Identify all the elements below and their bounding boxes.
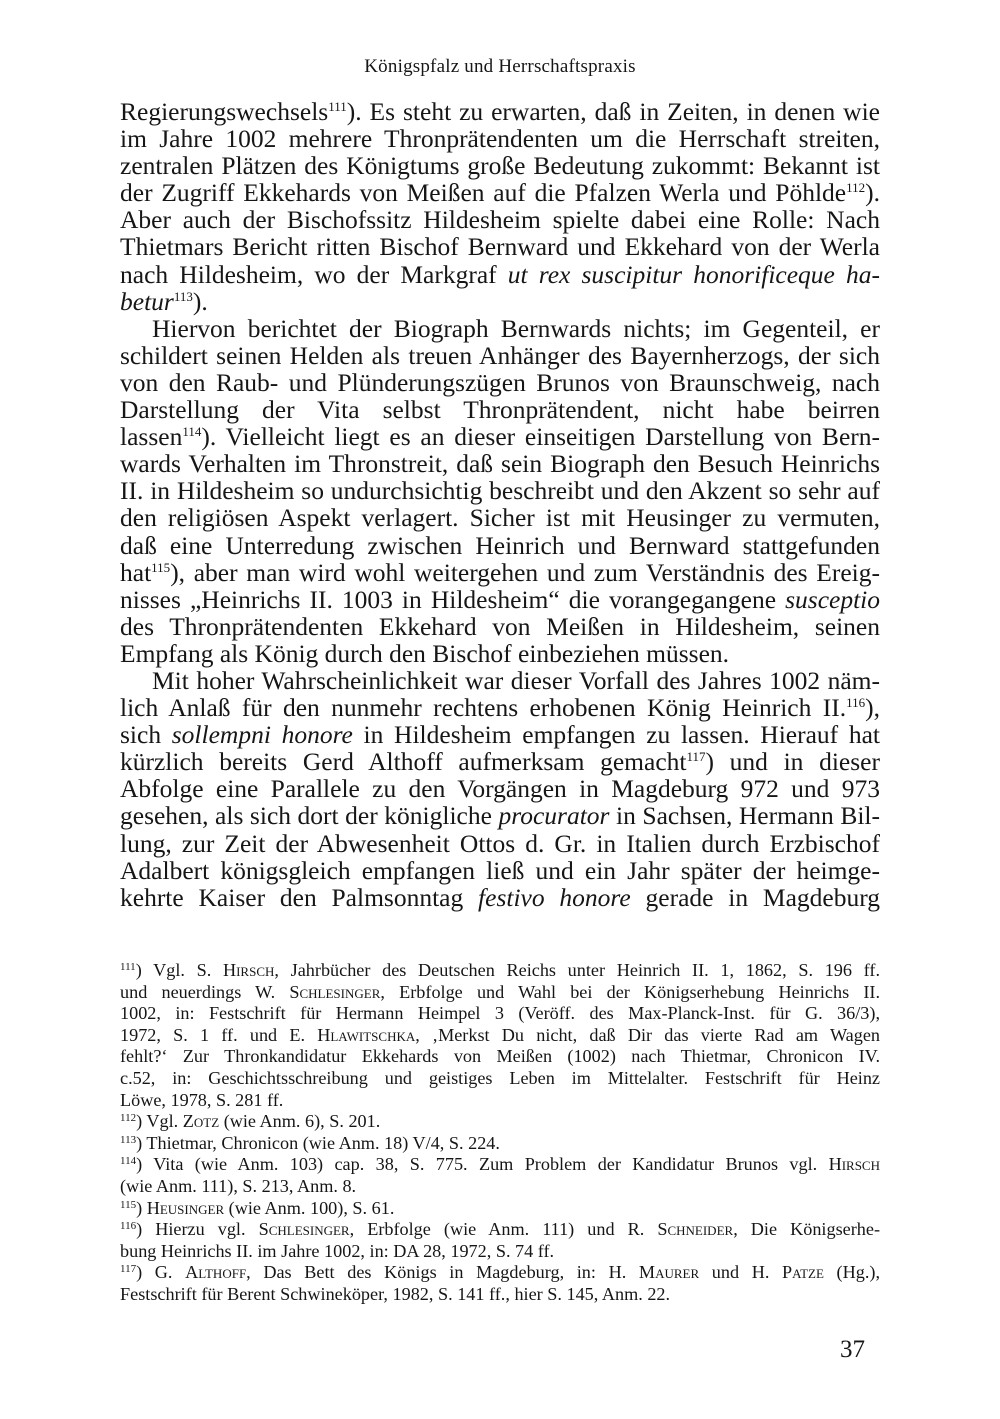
footnote-ref: 112 [846, 180, 866, 196]
latin-term: susceptio [785, 584, 880, 614]
text-line: schildert seinen Helden als treuen Anhänger des Bayernherzogs, der sich [120, 340, 880, 370]
footnote-113 [120, 1133, 880, 1155]
footnote-line: $^{116}$) Hierzu vgl. Schlesinger, Erbfolge (wie Anm. 111) und R. Schneider, Die Königserhe- [120, 1219, 880, 1240]
latin-term: procurator [498, 801, 610, 831]
footnote-112 [120, 1111, 880, 1133]
page-number: 37 [840, 1336, 865, 1363]
footnote-line: c.52, in: Geschichtsschreibung und geistiges Leben im Mittelalter. Festschrift für Heinz [120, 1067, 880, 1088]
footnote-ref: 114 [182, 424, 202, 440]
text-line: betur$^{113}$). [120, 286, 208, 316]
text-line: lich Anlaß für den nunmehr rechtens erhobenen König Heinrich II.$^{116}$), [120, 693, 880, 723]
text-line: nach Hildesheim, wo der Markgraf ut rex suscipitur honorificeque ha- [120, 259, 880, 289]
footnote-line: $^{114}$) Vita (wie Anm. 103) cap. 38, S. 775. Zum Problem der Kandidatur Brunos vgl. Hirsch [120, 1154, 880, 1175]
latin-quote: ut rex suscipitur honorificeque ha- [507, 259, 880, 289]
text-line: lassen$^{114}$). Vielleicht liegt es an dieser einseitigen Darstellung von Bern- [120, 422, 880, 452]
text-line: Abfolge eine Parallele zu den Vorgängen in Magdeburg 972 und 973 [120, 774, 880, 804]
text-line: Aber auch der Bischofssitz Hildesheim spielte dabei eine Rolle: Nach [120, 205, 880, 235]
text-line: der Zugriff Ekkehards von Meißen auf die Pfalzen Werla und Pöhlde$^{112}$). [120, 178, 880, 208]
text-line: Regierungswechsels$^{111}$). Es steht zu erwarten, daß in Zeiten, in denen wie [120, 97, 880, 126]
footnote-ref: 117 [686, 749, 706, 765]
text-line: hat$^{115}$), aber man wird wohl weitergehen und zum Verständnis des Ereig- [120, 557, 880, 587]
text-line: von den Raub- und Plünderungszügen Brunos von Braunschweig, nach [120, 367, 880, 397]
text-line: gesehen, als sich dort der königliche procurator in Sachsen, Hermann Bil- [120, 801, 880, 831]
footnote-116 [120, 1219, 880, 1262]
footnote-line: 1972, S. 1 ff. und E. Hlawitschka, ‚Merkst Du nicht, daß Dir das vierte Rad am Wagen [120, 1024, 880, 1045]
footnote-117 [120, 1262, 880, 1305]
footnote-line: und neuerdings W. Schlesinger, Erbfolge und Wahl bei der Königserhebung Heinrichs II. [120, 981, 880, 1002]
footnote-ref: 111 [328, 99, 347, 114]
footnotes [120, 960, 880, 1306]
text-line: lung, zur Zeit der Abwesenheit Ottos d. Gr. in Italien durch Erzbischof [120, 828, 880, 858]
footnote-ref: 113 [173, 288, 193, 304]
text-line: Darstellung der Vita selbst Thronprätendent, nicht habe beirren [120, 395, 880, 425]
text-line: Thietmars Bericht ritten Bischof Bernward und Ekkehard von der Werla [120, 232, 880, 262]
text-line: wards Verhalten im Thronstreit, daß sein Biograph den Besuch Heinrichs [120, 449, 880, 479]
text-line: kürzlich bereits Gerd Althoff aufmerksam gemacht$^{117}$) und in dieser [120, 747, 880, 777]
text-line: des Thronprätendenten Ekkehard von Meißen in Hildesheim, seinen [120, 611, 880, 641]
footnote-114 [120, 1154, 880, 1197]
text-line: den religiösen Aspekt verlagert. Sicher ist mit Heusinger zu vermuten, [120, 503, 880, 533]
text-line: II. in Hildesheim so undurchsichtig beschreibt und den Akzent so sehr auf [120, 476, 880, 506]
text-line: Adalbert königsgleich empfangen ließ und ein Jahr später der heimge- [120, 855, 880, 885]
footnote-line: $^{111}$) Vgl. S. Hirsch, Jahrbücher des Deutschen Reichs unter Heinrich II. 1, 1862, S. 196 ff. [120, 960, 880, 980]
text-line: im Jahre 1002 mehrere Thronprätendenten um die Herrschaft streiten, [120, 124, 880, 154]
footnote-111 [120, 960, 880, 1111]
footnote-line: Festschrift für Berent Schwineköper, 1982, S. 141 ff., hier S. 145, Anm. 22. [120, 1283, 671, 1304]
latin-term: festivo honore [478, 882, 631, 912]
text-line: sich sollempni honore in Hildesheim empfangen zu lassen. Hierauf hat [120, 720, 880, 750]
footnote-line: (wie Anm. 111), S. 213, Anm. 8. [120, 1175, 357, 1196]
text-line: kehrte Kaiser den Palmsonntag festivo honore gerade in Magdeburg [120, 882, 881, 912]
footnote-line: $^{112}$) Vgl. Zotz (wie Anm. 6), S. 201. [120, 1111, 381, 1132]
footnote-line: $^{117}$) G. Althoff, Das Bett des Königs in Magdeburg, in: H. Maurer und H. Patze (Hg.), [120, 1262, 880, 1283]
latin-term: sollempni honore [171, 720, 353, 750]
footnote-line: $^{115}$) Heusinger (wie Anm. 100), S. 61. [120, 1197, 395, 1218]
text-line: nisses „Heinrichs II. 1003 in Hildesheim“ die vorangegangene susceptio [120, 584, 880, 614]
footnote-line: Löwe, 1978, S. 281 ff. [120, 1089, 284, 1110]
footnote-ref: 115 [151, 559, 171, 575]
footnote-ref: 116 [846, 695, 866, 711]
text-line: Hiervon berichtet der Biograph Bernwards nichts; im Gegenteil, er [152, 313, 880, 343]
footnote-line: bung Heinrichs II. im Jahre 1002, in: DA 28, 1972, S. 74 ff. [120, 1240, 555, 1261]
footnote-115 [120, 1198, 880, 1220]
main-text [120, 98, 880, 911]
footnote-line: $^{113}$) Thietmar, Chronicon (wie Anm. 18) V/4, S. 224. [120, 1132, 500, 1153]
text-line: Mit hoher Wahrscheinlichkeit war dieser Vorfall des Jahres 1002 näm- [152, 665, 880, 695]
text-line: Empfang als König durch den Bischof einbeziehen müssen. [120, 638, 730, 668]
text-line: zentralen Plätzen des Königtums große Bedeutung zukommt: Bekannt ist [120, 151, 880, 181]
footnote-line: 1002, in: Festschrift für Hermann Heimpel 3 (Veröff. des Max-Planck-Inst. für G. 36/3), [120, 1003, 880, 1024]
footnote-line: fehlt?‘ Zur Thronkandidatur Ekkehards von Meißen (1002) nach Thietmar, Chronicon IV. [120, 1046, 880, 1067]
text-line: daß eine Unterredung zwischen Heinrich und Bernward stattgefunden [120, 530, 880, 560]
running-head: Königspfalz und Herrschaftspraxis [364, 56, 636, 77]
